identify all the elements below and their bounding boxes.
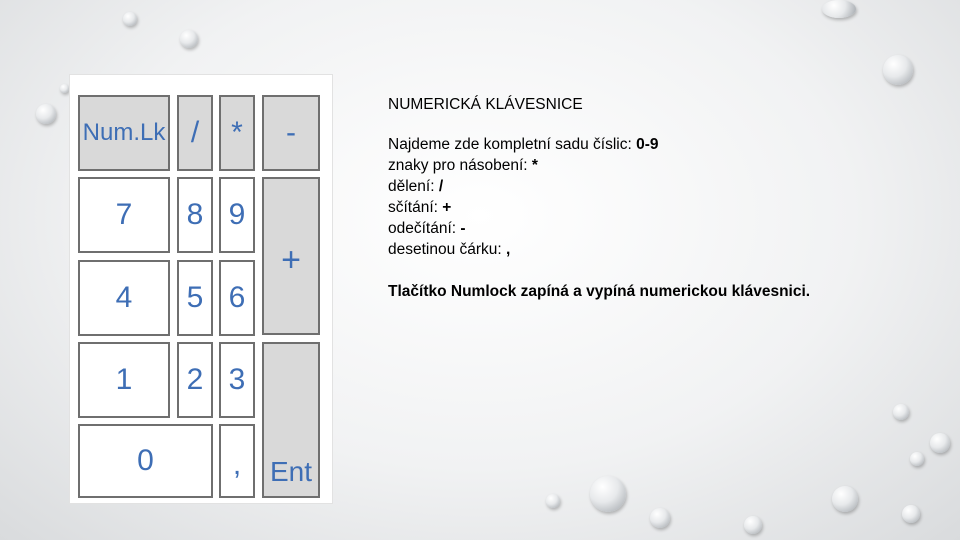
key-numlock: Num.Lk bbox=[78, 95, 170, 171]
divide-value: / bbox=[438, 178, 444, 195]
key-4: 4 bbox=[78, 260, 170, 336]
numeric-keypad-image bbox=[69, 74, 333, 504]
water-droplet-icon bbox=[180, 30, 198, 48]
water-droplet-icon bbox=[930, 433, 950, 453]
add-value: + bbox=[442, 199, 452, 216]
water-droplet-icon bbox=[546, 494, 560, 508]
water-droplet-icon bbox=[902, 505, 920, 523]
key-3: 3 bbox=[219, 342, 255, 418]
key-8: 8 bbox=[177, 177, 213, 253]
numlock-note bbox=[388, 281, 948, 302]
water-droplet-icon bbox=[60, 84, 69, 93]
key-2: 2 bbox=[177, 342, 213, 418]
multiply-value: * bbox=[531, 157, 538, 174]
key-9: 9 bbox=[219, 177, 255, 253]
digits-value: 0-9 bbox=[636, 136, 659, 153]
key-multiply: * bbox=[219, 95, 255, 171]
subtract-value: - bbox=[460, 220, 466, 237]
numlock-note-text: Tlačítko Numlock zapíná a vypíná numerickou klávesnici. bbox=[388, 283, 811, 300]
key-5: 5 bbox=[177, 260, 213, 336]
line-multiply bbox=[388, 155, 948, 176]
water-droplet-icon bbox=[883, 55, 913, 85]
water-droplet-icon bbox=[744, 516, 762, 534]
slide-title: NUMERICKÁ KLÁVESNICE bbox=[388, 96, 583, 113]
line-divide bbox=[388, 176, 948, 197]
divide-label: dělení: bbox=[388, 178, 439, 195]
key-0: 0 bbox=[78, 424, 213, 498]
digits-label: Najdeme zde kompletní sadu číslic: bbox=[388, 136, 637, 153]
decimal-label: desetinou čárku: bbox=[388, 241, 507, 258]
key-6: 6 bbox=[219, 260, 255, 336]
water-droplet-icon bbox=[36, 104, 56, 124]
water-droplet-icon bbox=[650, 508, 670, 528]
slide-text bbox=[388, 94, 948, 302]
key-comma: , bbox=[219, 424, 255, 498]
line-digits bbox=[388, 134, 948, 155]
key-minus: - bbox=[262, 95, 320, 171]
line-add bbox=[388, 197, 948, 218]
key-divide: / bbox=[177, 95, 213, 171]
line-decimal bbox=[388, 239, 948, 260]
water-droplet-icon bbox=[123, 12, 137, 26]
water-droplet-icon bbox=[590, 476, 626, 512]
multiply-label: znaky pro násobení: bbox=[388, 157, 532, 174]
key-enter: Ent bbox=[262, 342, 320, 498]
add-label: sčítání: bbox=[388, 199, 443, 216]
water-droplet-icon bbox=[832, 486, 858, 512]
decimal-value: , bbox=[506, 241, 511, 258]
key-1: 1 bbox=[78, 342, 170, 418]
water-droplet-icon bbox=[910, 452, 924, 466]
water-droplet-icon bbox=[822, 0, 856, 18]
key-plus: + bbox=[262, 177, 320, 335]
water-droplet-icon bbox=[893, 404, 909, 420]
subtract-label: odečítání: bbox=[388, 220, 461, 237]
line-subtract bbox=[388, 218, 948, 239]
key-7: 7 bbox=[78, 177, 170, 253]
